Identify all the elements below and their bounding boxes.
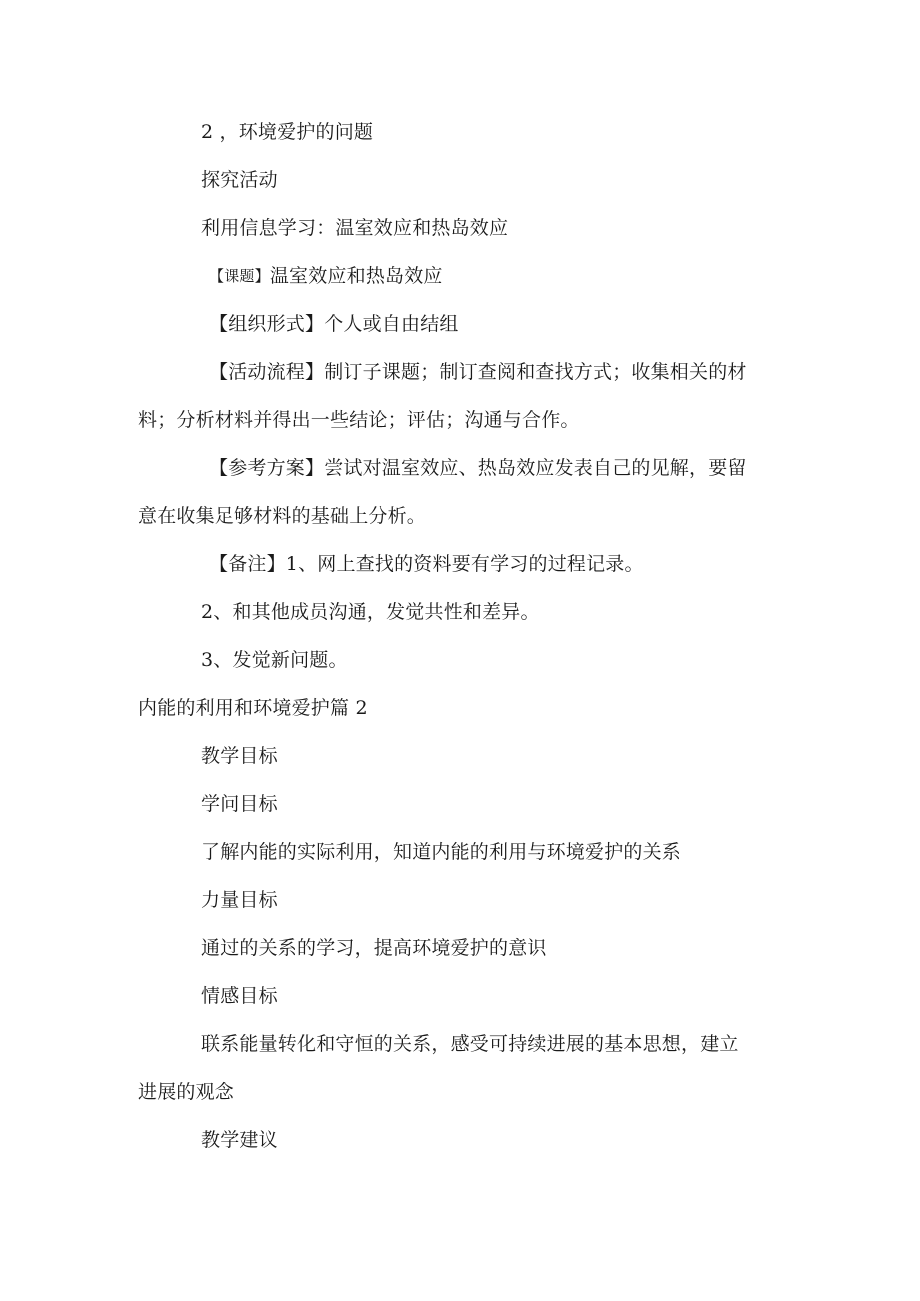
topic-tag: 【课题】	[209, 267, 270, 285]
paragraph-line: 2、和其他成员沟通，发觉共性和差异。	[201, 601, 540, 623]
paragraph-line: 【备注】1、网上查找的资料要有学习的过程记录。	[209, 553, 644, 575]
section-heading: 力量目标	[201, 889, 278, 911]
article-title: 内能的利用和环境爱护篇 2	[138, 697, 368, 719]
section-heading: 学问目标	[201, 793, 278, 815]
paragraph-line: 了解内能的实际利用，知道内能的利用与环境爱护的关系	[201, 841, 682, 863]
topic-text: 温室效应和热岛效应	[269, 265, 443, 287]
paragraph-line: 探究活动	[201, 169, 278, 191]
paragraph-line: 意在收集足够材料的基础上分析。	[138, 505, 427, 527]
paragraph-line: 【参考方案】尝试对温室效应、热岛效应发表自己的见解，要留	[209, 457, 747, 479]
paragraph-line: 3、发觉新问题。	[201, 649, 348, 671]
section-heading: 情感目标	[201, 985, 278, 1007]
paragraph-line: 【组织形式】个人或自由结组	[209, 313, 459, 335]
paragraph-line: 利用信息学习：温室效应和热岛效应	[201, 217, 509, 239]
paragraph-line: 通过的关系的学习，提高环境爱护的意识	[201, 937, 547, 959]
section-heading: 教学目标	[201, 745, 278, 767]
paragraph-line: 【活动流程】制订子课题；制订查阅和查找方式；收集相关的材	[209, 361, 747, 383]
paragraph-line: 联系能量转化和守恒的关系，感受可持续进展的基本思想，建立	[201, 1033, 739, 1055]
paragraph-line	[209, 264, 443, 288]
paragraph-line: 料；分析材料并得出一些结论；评估；沟通与合作。	[138, 409, 580, 431]
paragraph-line: 进展的观念	[138, 1081, 235, 1103]
section-heading: 教学建议	[201, 1129, 278, 1151]
section-heading: 2 ，环境爱护的问题	[201, 121, 374, 143]
